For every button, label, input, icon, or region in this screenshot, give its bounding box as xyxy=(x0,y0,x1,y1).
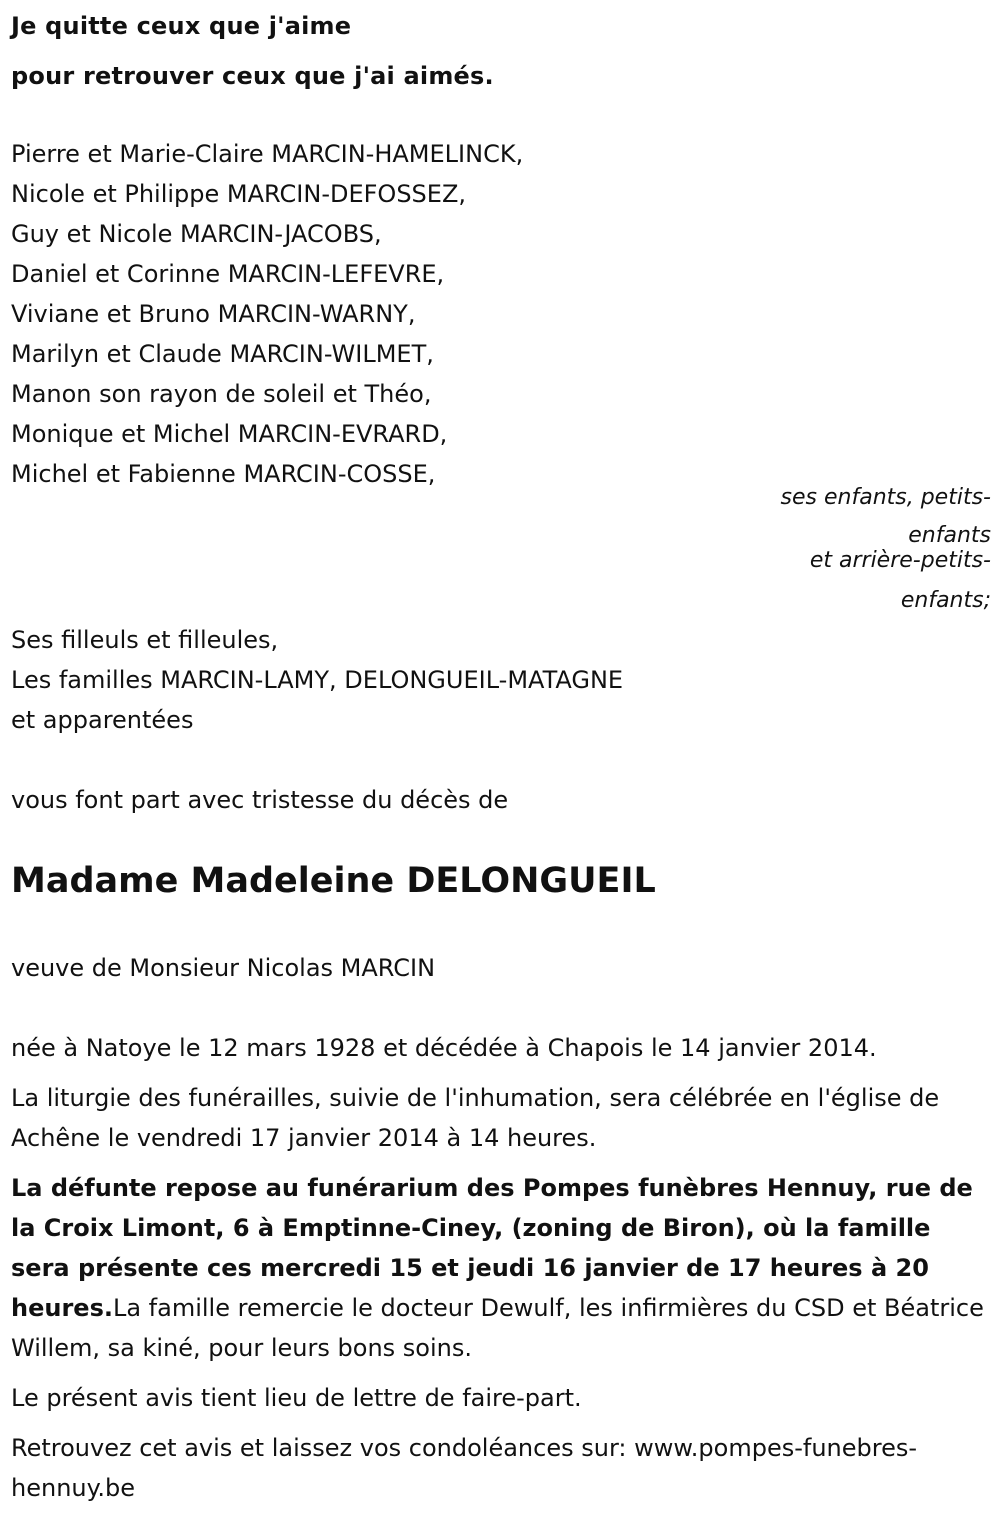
repose-paragraph xyxy=(11,1168,991,1368)
widow-of-text: veuve de Monsieur Nicolas MARCIN xyxy=(11,954,436,982)
relatives-line: et apparentées xyxy=(11,706,194,734)
family-member-line: Guy et Nicole MARCIN-JACOBS, xyxy=(11,220,382,248)
relatives-line: Ses filleuls et filleules, xyxy=(11,626,279,654)
family-member-line: Michel et Fabienne MARCIN-COSSE, xyxy=(11,460,436,488)
relation-line-3: et arrière-petits- xyxy=(809,548,991,573)
family-member-line: Nicole et Philippe MARCIN-DEFOSSEZ, xyxy=(11,180,467,208)
repose-details: La défunte repose au funérarium des Pompes funèbres Hennuy, rue de la Croix Limont, 6 à Emptinne-Ciney, (zoning de Biron), où la famille sera présente ces mercredi 15 et jeudi 16 janvier de 17 heures à 20 heures. xyxy=(11,1174,973,1322)
family-member-line: Daniel et Corinne MARCIN-LEFEVRE, xyxy=(11,260,445,288)
epigraph-line-2: pour retrouver ceux que j'ai aimés. xyxy=(11,62,494,90)
relation-line-1: ses enfants, petits- xyxy=(780,485,991,510)
relation-line-4: enfants; xyxy=(900,588,991,613)
announcement-text: vous font part avec tristesse du décès de xyxy=(11,786,509,814)
relation-line-2: enfants xyxy=(908,523,991,548)
condolences-text: Retrouvez cet avis et laissez vos condoléances sur: www.pompes-funebres-hennuy.be xyxy=(11,1434,918,1502)
notice-text: Le présent avis tient lieu de lettre de faire-part. xyxy=(11,1384,582,1412)
liturgy-paragraph: La liturgie des funérailles, suivie de l'inhumation, sera célébrée en l'église de Achêne le vendredi 17 janvier 2014 à 14 heures. xyxy=(11,1084,940,1152)
birth-death-text: née à Natoye le 12 mars 1928 et décédée à Chapois le 14 janvier 2014. xyxy=(11,1034,877,1062)
deceased-name: Madame Madeleine DELONGUEIL xyxy=(11,861,656,901)
thanks-text: La famille remercie le docteur Dewulf, les infirmières du CSD et Béatrice Willem, sa kiné, pour leurs bons soins. xyxy=(11,1294,984,1362)
relatives-line: Les familles MARCIN-LAMY, DELONGUEIL-MATAGNE xyxy=(11,666,624,694)
family-member-line: Marilyn et Claude MARCIN-WILMET, xyxy=(11,340,434,368)
family-member-line: Pierre et Marie-Claire MARCIN-HAMELINCK, xyxy=(11,140,524,168)
family-member-line: Manon son rayon de soleil et Théo, xyxy=(11,380,432,408)
epigraph-line-1: Je quitte ceux que j'aime xyxy=(11,12,352,40)
family-member-line: Viviane et Bruno MARCIN-WARNY, xyxy=(11,300,416,328)
family-member-line: Monique et Michel MARCIN-EVRARD, xyxy=(11,420,448,448)
